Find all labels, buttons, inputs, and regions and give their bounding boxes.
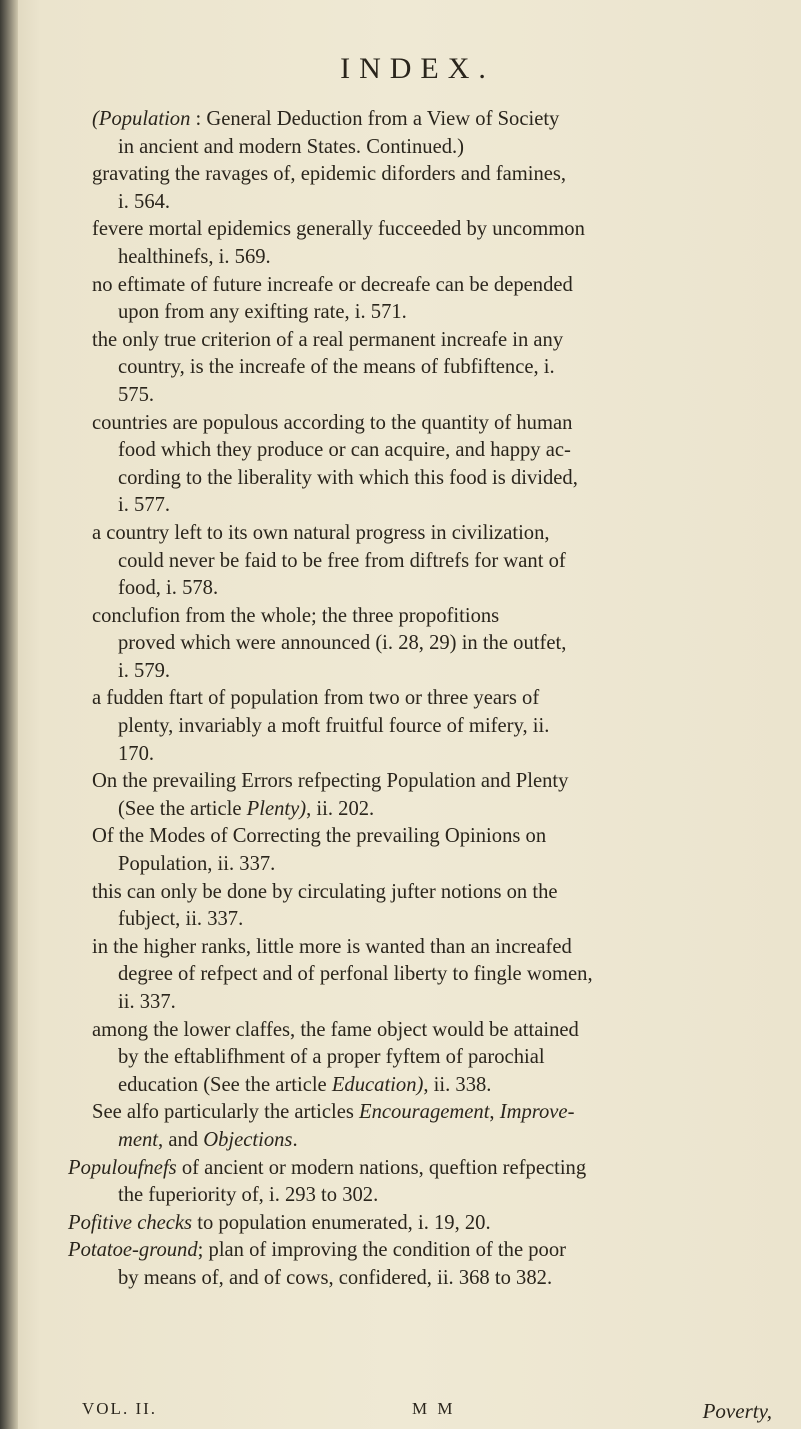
signature-mark: M M (412, 1399, 456, 1418)
index-line (68, 244, 773, 272)
index-line (68, 1265, 773, 1293)
text-run: in ancient and modern States. Continued.) (118, 135, 465, 158)
volume-label: VOL. II. (82, 1399, 158, 1418)
text-run: On the prevailing Errors refpecting Population and Plenty (92, 770, 569, 793)
catchword: Poverty, (702, 1399, 772, 1423)
index-line (68, 879, 773, 907)
text-run: country, is the increafe of the means of fubfiftence, i. (118, 356, 555, 379)
index-line (68, 1044, 773, 1072)
index-line (68, 1072, 773, 1100)
index-line (68, 1099, 773, 1127)
index-line (68, 823, 773, 851)
index-line (68, 382, 773, 410)
italic-text: Pofitive checks (68, 1211, 193, 1234)
text-run: upon from any exifting rate, i. 571. (118, 301, 407, 324)
text-run: by means of, and of cows, confidered, ii. 368 to 382. (118, 1266, 553, 1289)
index-line (68, 161, 773, 189)
text-run: , ii. 202. (306, 797, 375, 820)
text-run: . (292, 1128, 298, 1151)
text-run: the only true criterion of a real permanent increafe in any (92, 328, 564, 351)
text-run: education (See the article (118, 1073, 332, 1096)
text-run: gravating the ravages of, epidemic diforders and famines, (92, 163, 567, 186)
index-line (68, 437, 773, 465)
text-run: Population, ii. 337. (118, 853, 276, 876)
text-run: 575. (118, 383, 155, 406)
index-line (68, 906, 773, 934)
italic-text: Objections (203, 1128, 293, 1151)
index-line (68, 299, 773, 327)
text-run: fevere mortal epidemics generally fucceeded by uncommon (92, 218, 585, 241)
text-run: cording to the liberality with which this food is divided, (118, 466, 578, 489)
index-line (68, 1127, 773, 1155)
index-line (68, 465, 773, 493)
text-run: conclufion from the whole; the three propofitions (92, 604, 500, 627)
index-line (68, 741, 773, 769)
text-run: no eftimate of future increafe or decreafe can be depended (92, 273, 573, 296)
italic-text: ment (118, 1128, 159, 1151)
text-run: of ancient or modern nations, queftion refpecting (176, 1156, 587, 1179)
index-line (68, 796, 773, 824)
index-line (68, 851, 773, 879)
text-run: proved which were announced (i. 28, 29) in the outfet, (118, 632, 567, 655)
index-line (68, 492, 773, 520)
text-run: : General Deduction from a View of Society (190, 108, 560, 130)
index-line (68, 548, 773, 576)
index-line (68, 603, 773, 631)
index-line (68, 989, 773, 1017)
index-line (68, 1237, 773, 1265)
italic-text: Encouragement (359, 1101, 490, 1124)
text-run: a country left to its own natural progress in civilization, (92, 521, 550, 544)
text-run: by the eftablifhment of a proper fyftem of parochial (118, 1046, 545, 1069)
text-run: i. 564. (118, 190, 171, 213)
text-run: in the higher ranks, little more is wanted than an increafed (92, 935, 572, 958)
text-run: fubject, ii. 337. (118, 908, 244, 931)
italic-text: ( (92, 108, 99, 130)
page-footer (82, 1399, 772, 1423)
text-run: 170. (118, 742, 155, 765)
index-line (68, 685, 773, 713)
text-run: i. 579. (118, 659, 171, 682)
text-run: could never be faid to be free from diftrefs for want of (118, 549, 566, 572)
text-run: this can only be done by circulating jufter notions on the (92, 880, 558, 903)
index-line (68, 272, 773, 300)
text-run: among the lower claffes, the fame object would be attained (92, 1018, 579, 1041)
text-run: i. 577. (118, 494, 171, 517)
index-line (68, 1182, 773, 1210)
index-line (68, 189, 773, 217)
index-line (68, 1155, 773, 1183)
text-run: plenty, invariably a moft fruitful fource of mifery, ii. (118, 715, 550, 738)
text-run: degree of refpect and of perfonal liberty to fingle women, (118, 963, 593, 986)
index-line (68, 216, 773, 244)
text-run: (See the article (118, 797, 247, 820)
text-run: ii. 337. (118, 991, 176, 1013)
index-line (68, 630, 773, 658)
binding-gutter (0, 0, 18, 1429)
index-line (68, 713, 773, 741)
italic-text: Education) (331, 1073, 424, 1096)
italic-text: Improve- (499, 1101, 575, 1124)
italic-text: Population (98, 108, 191, 130)
index-line (68, 1210, 773, 1238)
text-run: countries are populous according to the quantity of human (92, 411, 573, 434)
italic-text: Populoufnefs (68, 1156, 177, 1179)
text-run: to population enumerated, i. 19, 20. (192, 1211, 491, 1234)
text-run: food which they produce or can acquire, and happy ac- (118, 439, 571, 462)
text-run: See alfo particularly the articles (92, 1101, 360, 1124)
index-line (68, 768, 773, 796)
index-line (68, 410, 773, 438)
index-line (68, 658, 773, 686)
text-run: ; plan of improving the condition of the poor (197, 1239, 566, 1262)
index-line (68, 934, 773, 962)
text-run: a fudden ftart of population from two or three years of (92, 687, 540, 710)
text-run: food, i. 578. (118, 577, 219, 600)
index-line (68, 354, 773, 382)
index-line (68, 575, 773, 603)
index-line (68, 961, 773, 989)
text-run: , and (158, 1128, 204, 1151)
text-run: , (489, 1101, 500, 1124)
italic-text: Potatoe-ground (68, 1239, 198, 1262)
text-run: , ii. 338. (423, 1073, 492, 1096)
text-run: Of the Modes of Correcting the prevailing Opinions on (92, 825, 547, 848)
italic-text: Plenty) (246, 797, 307, 820)
index-line (68, 520, 773, 548)
index-text (68, 106, 773, 1293)
index-line (68, 106, 773, 134)
text-run: healthinefs, i. 569. (118, 245, 271, 268)
index-line (68, 134, 773, 162)
index-line (68, 327, 773, 355)
page-header: INDEX. (340, 52, 495, 85)
index-line (68, 1017, 773, 1045)
text-run: the fuperiority of, i. 293 to 302. (118, 1184, 379, 1207)
